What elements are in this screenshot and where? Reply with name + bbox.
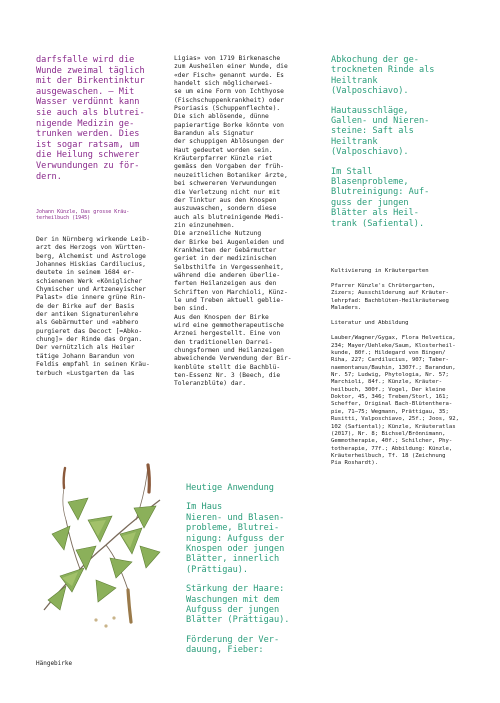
- text-line: ferten Heilanzeigen aus den: [174, 280, 277, 288]
- text-line: «der Fisch» genannt wurde. Es: [174, 71, 284, 79]
- text-line: ten-Essenz Nr. 3 (Beech, die: [174, 372, 281, 380]
- text-line: Haut gedeutet worden sein.: [174, 146, 273, 154]
- text-line: totherapie, 77f.; Abbildung: Künzle,: [331, 445, 453, 452]
- text-line: Zizers; Ausschilderung auf Kräuter-: [331, 290, 449, 297]
- green-line: Waschungen mit dem: [186, 594, 280, 605]
- text-line: geriet in der medizinischen: [174, 255, 277, 263]
- text-line: Ligias» von 1719 Birkenasche: [174, 55, 281, 62]
- text-line: (2017), Nr. 8; Bichsel/Brönnimann,: [331, 430, 446, 437]
- text-line: schienenen Werk «Königlicher: [36, 277, 143, 285]
- quote-line: dern.: [36, 171, 62, 182]
- text-line: auch als blutreinigende Medi-: [174, 213, 284, 221]
- text-line: handelt sich möglicherwei-: [174, 80, 273, 88]
- green-line: Blasenprobleme,: [331, 177, 409, 188]
- text-line: terbuch «Lustgarten da las: [36, 369, 135, 377]
- green-line: Blätter (Prättigau).: [186, 615, 290, 626]
- kultivierung-heading: Kultivierung in Kräutergarten: [331, 268, 429, 274]
- text-line: Gemmotherapie, 40f.; Schilcher, Phy-: [331, 438, 453, 445]
- text-line: zin einzunehmen.: [174, 221, 235, 229]
- text-line: als Gebärmutter und «abhero: [36, 319, 139, 327]
- text-line: papierartige Borke könnte von: [174, 121, 284, 129]
- text-line: Der in Nürnberg wirkende Leib-: [36, 236, 150, 243]
- text-line: Toleranzblüte) dar.: [174, 380, 247, 388]
- text-line: zum Ausheilen einer Wunde, die: [174, 63, 288, 71]
- green-line: dauung, Fieber:: [186, 645, 264, 656]
- green-line: Gallen- und Nieren-: [331, 116, 430, 127]
- text-line: de der Birke auf der Basis: [36, 302, 135, 310]
- text-line: kenblüte stellt die Bachblü-: [174, 363, 281, 371]
- text-line: 102 (Safiental); Künzle, Kräuteratlas: [331, 423, 456, 430]
- column-2-body: [174, 55, 302, 389]
- text-line: Die arzneiliche Nutzung: [174, 230, 262, 238]
- green-line: steine: Saft als: [331, 126, 414, 137]
- quote-source-line: terheilbuch (1945): [36, 215, 91, 222]
- green-line: Förderung der Ver-: [186, 634, 280, 645]
- green-line: Blutreinigung: Auf-: [331, 187, 430, 198]
- green-line: probleme, Blutrei-: [186, 523, 280, 534]
- text-line: Riha, 227; Cardilucius, 907; Taber-: [331, 357, 449, 364]
- text-line: Psoriasis (Schuppenflechte).: [174, 105, 281, 113]
- quote-line: trunken werden. Dies: [36, 129, 140, 140]
- text-line: wird eine gemmotherapeutische: [174, 322, 284, 329]
- text-line: Doktor, 45, 346; Treben/Storl, 161;: [331, 394, 449, 401]
- green-line: Nieren- und Blasen-: [186, 512, 285, 523]
- text-line: Marchioli, 84f.; Künzle, Kräuter-: [331, 379, 443, 386]
- column-3-green: [331, 55, 461, 229]
- text-line: neuzeitlichen Botaniker ärzte,: [174, 171, 288, 179]
- green-line: Blätter, innerlich: [186, 554, 280, 565]
- text-line: der Tinktur aus den Knospen: [174, 196, 277, 204]
- green-line: (Valposchiavo).: [331, 86, 409, 97]
- text-line: den traditionellen Darrei-: [174, 338, 273, 346]
- text-line: tätige Johann Barandun von: [36, 352, 135, 360]
- text-line: Scheffer, Original Bach-Blütenthera-: [331, 401, 453, 408]
- text-line: heilbuch, 300f.; Vogel, Der kleine: [331, 386, 446, 393]
- quote-line: Verwundungen zu för-: [36, 160, 140, 171]
- text-line: pie, 71–75; Wegmann, Prättigau, 35;: [331, 408, 449, 415]
- literatur-heading: Literatur und Abbildung: [331, 320, 409, 327]
- text-line: während die anderen überlie-: [174, 271, 281, 279]
- quote-line: ist sogar ratsam, um: [36, 139, 140, 150]
- green-line: Blätter als Heil-: [331, 208, 419, 219]
- text-line: chungsformen und Heilanzeigen: [174, 347, 284, 355]
- text-line: Kräuterpfarrer Künzle riet: [174, 155, 273, 163]
- green-line: Aufguss der jungen: [186, 605, 280, 616]
- text-line: deutete in seinem 1684 er-: [36, 269, 135, 277]
- quote-line: nigende Medizin ge-: [36, 118, 135, 129]
- text-line: Die sich ablösende, dünne: [174, 113, 269, 121]
- green-line: Abkochung der ge-: [331, 55, 419, 65]
- text-line: Chymischer und Artzeneyischer: [36, 286, 146, 294]
- text-line: le und Treben aktuell geblie-: [174, 296, 284, 304]
- green-line: Heiltrank: [331, 75, 378, 86]
- text-line: 234; Mayer/Uehleke/Saum, Klosterheil-: [331, 342, 456, 349]
- green-line: Stärkung der Haare:: [186, 584, 285, 595]
- text-line: Palast» die innere grüne Rin-: [36, 294, 146, 302]
- text-line: Maladers.: [331, 305, 362, 312]
- quote-line: darfsfalle wird die: [36, 55, 135, 65]
- text-line: chung]» der Rinde das Organ.: [36, 336, 143, 344]
- green-line: Im Stall: [331, 166, 373, 177]
- birch-branch-illustration: [36, 450, 166, 645]
- text-line: Johannes Hiskias Cardilucius,: [36, 261, 146, 269]
- quote-line: Wunde zweimal täglich: [36, 65, 145, 76]
- text-line: Pfarrer Künzle's Chrütergarten,: [331, 283, 436, 289]
- column-3-references: [331, 268, 471, 468]
- section-heading: Heutige Anwendung: [186, 483, 274, 493]
- green-line: guss der jungen: [331, 197, 409, 208]
- column-1-body: [36, 236, 166, 378]
- quote-line: Wasser verdünnt kann: [36, 97, 140, 108]
- green-line: (Valposchiavo).: [331, 147, 409, 158]
- text-line: der schuppigen Ablösungen der: [174, 138, 284, 146]
- text-line: arzt des Herzogs von Württen-: [36, 244, 146, 252]
- illustration-caption: Hängebirke: [36, 660, 73, 667]
- text-line: Aus den Knospen der Birke: [174, 313, 269, 321]
- text-line: gemäss den Vorgaben der früh-: [174, 163, 284, 171]
- text-line: Arznei hergestellt. Eine von: [174, 330, 281, 338]
- text-line: kunde, 80f.; Hildegard von Bingen/: [331, 350, 446, 357]
- text-line: Krankheiten der Gebärmutter: [174, 246, 277, 254]
- green-line: Hautausschläge,: [331, 105, 409, 116]
- text-line: der Birke bei Augenleiden und: [174, 238, 284, 246]
- text-line: Pia Roshardt).: [331, 460, 379, 467]
- green-line: nigung: Aufguss der: [186, 533, 285, 544]
- text-line: berg, Alchemist und Astrologe: [36, 252, 146, 260]
- text-line: Barandun als Signatur: [174, 130, 254, 138]
- quote-line: mit der Birkentinktur: [36, 76, 145, 87]
- text-line: die Verletzung nicht nur mit: [174, 188, 281, 196]
- heutige-anwendung-section: [186, 483, 314, 656]
- text-line: ben sind.: [174, 305, 209, 313]
- text-line: abweichende Verwendung der Bir-: [174, 355, 292, 363]
- text-line: Lauber/Wagner/Gygax, Flora Helvetica,: [331, 335, 456, 342]
- text-line: Schriften von Marchioli, Künz-: [174, 288, 288, 296]
- text-line: naemontanus/Bauhin, 1307f.; Barandun,: [331, 364, 456, 371]
- text-line: auszuwaschen, sondern diese: [174, 205, 277, 213]
- green-line: trank (Safiental).: [331, 218, 425, 229]
- text-line: Selbsthilfe in Vergessenheit,: [174, 263, 284, 271]
- green-line: Heiltrank: [331, 136, 378, 147]
- quote-source: [36, 209, 166, 221]
- green-line: Knospen oder jungen: [186, 544, 285, 555]
- text-line: lehrpfad: Bachblüten-Heilkräuterweg: [331, 297, 449, 304]
- text-line: Der vernützlich als Heiler: [36, 344, 135, 352]
- text-line: Feldis empfahl in seinen Kräu-: [36, 361, 150, 369]
- text-line: der antiken Signaturenlehre: [36, 311, 139, 319]
- text-line: purgieret das Decoct [=Abko-: [36, 327, 143, 335]
- green-line: Im Haus: [186, 502, 223, 513]
- text-line: Rusitti, Valposchiavo, 25f.; Joos, 92,: [331, 416, 459, 423]
- quote-block: [36, 55, 164, 182]
- quote-line: ausgewaschen. — Mit: [36, 86, 135, 97]
- green-line: (Prättigau).: [186, 564, 249, 575]
- text-line: Kräuterheilbuch, Tf. 18 (Zeichnung: [331, 452, 446, 459]
- green-line: trockneten Rinde als: [331, 65, 435, 76]
- quote-line: sie auch als blutrei-: [36, 107, 145, 118]
- quote-line: die Heilung schwerer: [36, 150, 140, 161]
- text-line: (Fischschuppenkrankheit) oder: [174, 96, 284, 104]
- text-line: bei schwereren Verwundungen: [174, 180, 277, 188]
- text-line: se um eine Form von Ichthyose: [174, 88, 284, 96]
- quote-source-line: Johann Künzle, Das grosse Kräu-: [36, 209, 130, 215]
- text-line: Nr. 57; Ludwig, Phytologia, Nr. 57;: [331, 372, 449, 379]
